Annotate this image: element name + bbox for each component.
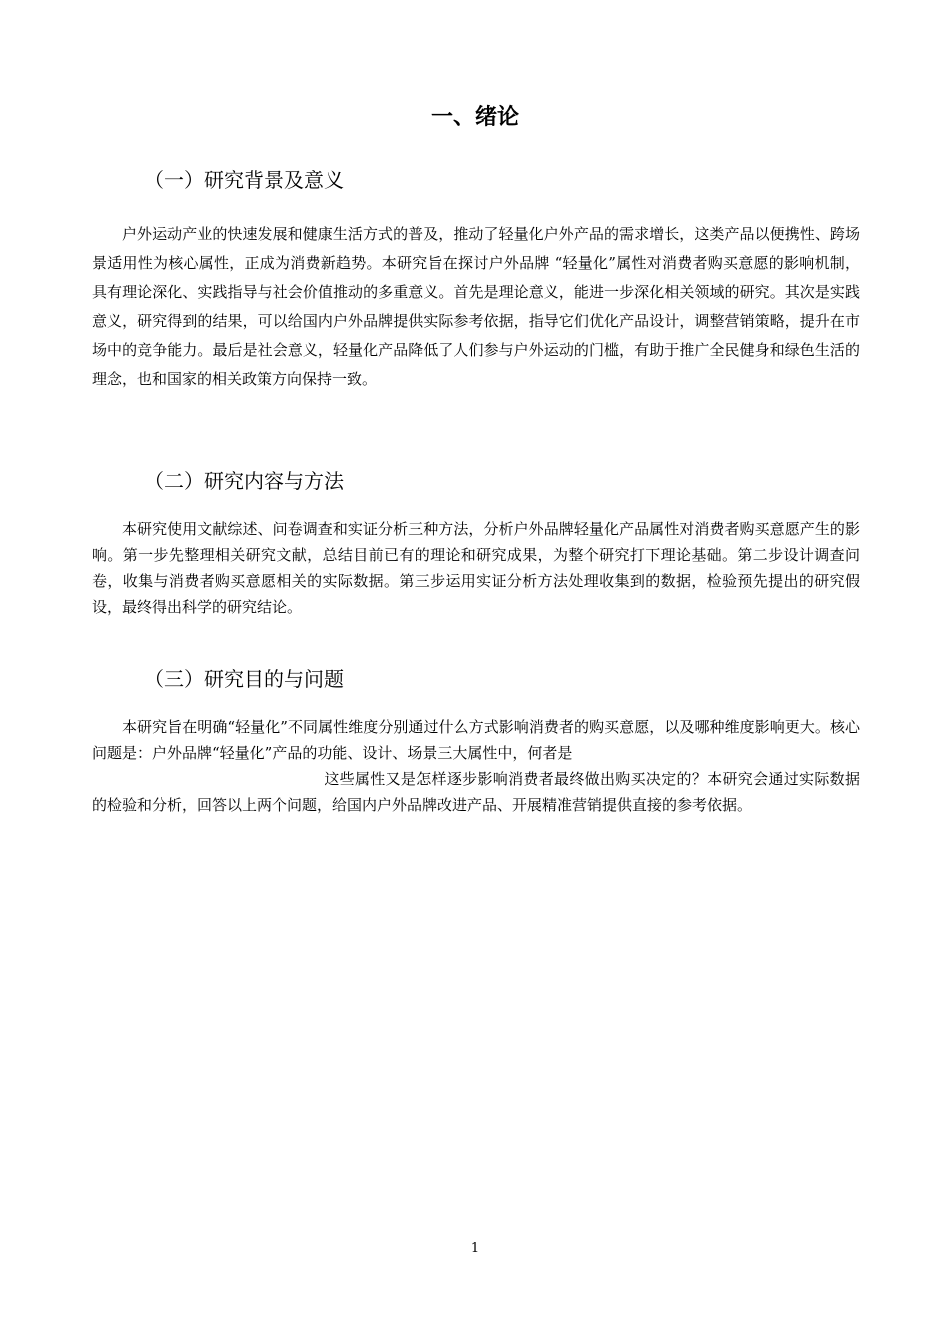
section-paragraph-objectives	[92, 714, 860, 818]
objectives-text-part-2: 这些属性又是怎样逐步影响消费者最终做出购买决定的？本研究会通过实际数据的检验和分析，回答以上两个问题，给国内户外品牌改进产品、开展精准营销提供直接的参考依据。	[92, 770, 860, 814]
section-heading-content-methods: （二）研究内容与方法	[144, 469, 344, 493]
chapter-title: 一、绪论	[430, 105, 519, 130]
section-heading-objectives: （三）研究目的与问题	[144, 667, 344, 691]
section-heading-background: （一）研究背景及意义	[144, 168, 344, 192]
page-number: 1	[470, 1241, 480, 1256]
section-paragraph-background: 户外运动产业的快速发展和健康生活方式的普及，推动了轻量化户外产品的需求增长，这类产品以便携性、跨场景适用性为核心属性，正成为消费新趋势。本研究旨在探讨户外品牌 “轻量化”属性对消费者购买意愿的影响机制，具有理论深化、实践指导与社会价值推动的多重意义。首先是理论意义，能进一步深化相关领域的研究。其次是实践意义，研究得到的结果，可以给国内户外品牌提供实际参考依据，指导它们优化产品设计，调整营销策略，提升在市场中的竞争能力。最后是社会意义，轻量化产品降低了人们参与户外运动的门槛，有助于推广全民健身和绿色生活的理念，也和国家的相关政策方向保持一致。	[92, 225, 860, 388]
objectives-text-part-1: 本研究旨在明确“轻量化”不同属性维度分别通过什么方式影响消费者的购买意愿，以及哪种维度影响更大。核心问题是：户外品牌“轻量化”产品的功能、设计、场景三大属性中，何者是	[92, 718, 860, 762]
section-paragraph-content-methods: 本研究使用文献综述、问卷调查和实证分析三种方法，分析户外品牌轻量化产品属性对消费者购买意愿产生的影响。第一步先整理相关研究文献，总结目前已有的理论和研究成果，为整个研究打下理论基础。第二步设计调查问卷，收集与消费者购买意愿相关的实际数据。第三步运用实证分析方法处理收集到的数据，检验预先提出的研究假设，最终得出科学的研究结论。	[92, 520, 860, 616]
